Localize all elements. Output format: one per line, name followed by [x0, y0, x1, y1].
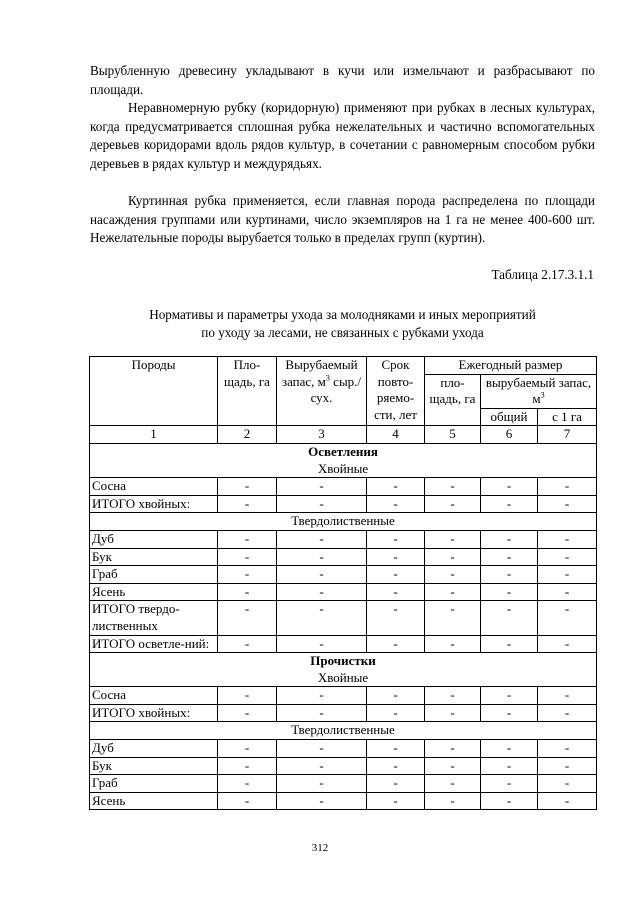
table-row	[90, 740, 597, 758]
species-cell: ИТОГО хвойных:	[90, 495, 218, 513]
value-cell: -	[538, 548, 597, 566]
value-cell: -	[277, 478, 367, 496]
value-cell: -	[481, 478, 538, 496]
col-num: 7	[538, 426, 597, 444]
species-cell: Бук	[90, 548, 218, 566]
value-cell: -	[481, 757, 538, 775]
value-cell: -	[481, 530, 538, 548]
value-cell: -	[538, 601, 597, 635]
header-total: общий	[481, 408, 538, 426]
species-cell: Дуб	[90, 740, 218, 758]
table-number: Таблица 2.17.3.1.1	[491, 267, 594, 282]
header-volume: Вырубаемый запас, $м^3$ сыр./сух.	[277, 357, 367, 426]
value-cell: -	[367, 566, 425, 584]
col-num: 2	[218, 426, 277, 444]
table-title-line-1: Нормативы и параметры ухода за молодняками и иных мероприятий	[149, 307, 536, 322]
value-cell: -	[218, 740, 277, 758]
value-cell: -	[218, 583, 277, 601]
value-cell: -	[367, 687, 425, 705]
table-row	[90, 478, 597, 496]
table-body	[90, 443, 597, 809]
paragraph-2: Неравномерную рубку (коридорную) применяют при рубках в лесных культурах, когда предусматривается сплошная рубка нежелательных и частично вспомогательных деревьев коридорами вдоль рядов культур, в сочетании с равномерным способом рубки деревьев в рядах культур и междурядьях.	[90, 100, 595, 171]
value-cell: -	[481, 601, 538, 635]
section-header-cell	[90, 653, 597, 687]
col-num: 6	[481, 426, 538, 444]
section-header-row	[90, 653, 597, 687]
value-cell: -	[367, 530, 425, 548]
table-row	[90, 635, 597, 653]
species-cell: Сосна	[90, 478, 218, 496]
table-row	[90, 792, 597, 810]
value-cell: -	[367, 757, 425, 775]
value-cell: -	[538, 757, 597, 775]
value-cell: -	[218, 757, 277, 775]
col-num: 1	[90, 426, 218, 444]
column-number-row	[90, 426, 597, 444]
value-cell: -	[277, 495, 367, 513]
section-title: Прочистки	[310, 653, 376, 669]
value-cell: -	[277, 530, 367, 548]
value-cell: -	[481, 775, 538, 793]
col-num: 4	[367, 426, 425, 444]
value-cell: -	[481, 583, 538, 601]
value-cell: -	[277, 601, 367, 635]
value-cell: -	[218, 601, 277, 635]
value-cell: -	[538, 635, 597, 653]
value-cell: -	[425, 495, 481, 513]
value-cell: -	[538, 687, 597, 705]
data-table	[89, 356, 597, 810]
value-cell: -	[538, 583, 597, 601]
value-cell: -	[277, 687, 367, 705]
table-row	[90, 583, 597, 601]
table-row	[90, 704, 597, 722]
value-cell: -	[367, 601, 425, 635]
value-cell: -	[481, 635, 538, 653]
species-cell: Граб	[90, 566, 218, 584]
table-row	[90, 495, 597, 513]
value-cell: -	[481, 687, 538, 705]
value-cell: -	[277, 757, 367, 775]
value-cell: -	[218, 495, 277, 513]
value-cell: -	[367, 792, 425, 810]
value-cell: -	[218, 635, 277, 653]
value-cell: -	[538, 792, 597, 810]
value-cell: -	[277, 740, 367, 758]
value-cell: -	[425, 792, 481, 810]
header-annual-area: пло-щадь, га	[425, 374, 481, 426]
section-header-row	[90, 722, 597, 740]
species-cell: Ясень	[90, 583, 218, 601]
paragraph-3: Куртинная рубка применяется, если главная порода распределена по площади насаждения группами или куртинами, число экземпляров на 1 га не менее 400-600 шт. Нежелательные породы вырубается только в пределах групп (куртин).	[90, 193, 595, 246]
table-row	[90, 530, 597, 548]
value-cell: -	[425, 530, 481, 548]
value-cell: -	[277, 792, 367, 810]
value-cell: -	[425, 601, 481, 635]
value-cell: -	[538, 530, 597, 548]
species-cell: Ясень	[90, 792, 218, 810]
table-row	[90, 548, 597, 566]
group-title: Хвойные	[317, 669, 369, 685]
value-cell: -	[218, 792, 277, 810]
value-cell: -	[218, 548, 277, 566]
value-cell: -	[367, 583, 425, 601]
value-cell: -	[425, 687, 481, 705]
value-cell: -	[218, 687, 277, 705]
value-cell: -	[218, 704, 277, 722]
value-cell: -	[277, 635, 367, 653]
table-row	[90, 757, 597, 775]
value-cell: -	[367, 495, 425, 513]
paragraph-1: Вырубленную древесину укладывают в кучи или измельчают и разбрасывают по площади.	[90, 63, 595, 97]
value-cell: -	[425, 704, 481, 722]
header-per-ha: с 1 га	[538, 408, 597, 426]
value-cell: -	[367, 478, 425, 496]
value-cell: -	[277, 566, 367, 584]
section-header-row	[90, 513, 597, 531]
value-cell: -	[481, 495, 538, 513]
header-species: Породы	[90, 357, 218, 426]
value-cell: -	[218, 775, 277, 793]
species-cell: Граб	[90, 775, 218, 793]
value-cell: -	[425, 635, 481, 653]
header-area: Пло-щадь, га	[218, 357, 277, 426]
value-cell: -	[425, 548, 481, 566]
table-row	[90, 601, 597, 635]
value-cell: -	[425, 740, 481, 758]
value-cell: -	[218, 478, 277, 496]
value-cell: -	[277, 583, 367, 601]
table-title	[90, 306, 595, 342]
header-annual-volume: вырубаемый запас, $м^3$	[481, 374, 597, 408]
header-annual: Ежегодный размер	[425, 357, 597, 375]
col-num: 5	[425, 426, 481, 444]
value-cell: -	[481, 566, 538, 584]
value-cell: -	[538, 704, 597, 722]
value-cell: -	[218, 566, 277, 584]
group-title: Твердолиственные	[291, 722, 395, 738]
group-title: Хвойные	[317, 460, 369, 476]
value-cell: -	[367, 740, 425, 758]
value-cell: -	[277, 548, 367, 566]
table-row	[90, 687, 597, 705]
value-cell: -	[367, 548, 425, 566]
value-cell: -	[425, 478, 481, 496]
col-num: 3	[277, 426, 367, 444]
value-cell: -	[425, 775, 481, 793]
section-title: Осветления	[308, 443, 378, 459]
value-cell: -	[218, 530, 277, 548]
species-cell: ИТОГО осветле-ний:	[90, 635, 218, 653]
header-period: Срок повто-ряемо-сти, лет	[367, 357, 425, 426]
value-cell: -	[538, 775, 597, 793]
section-header-cell	[90, 513, 597, 531]
value-cell: -	[367, 775, 425, 793]
value-cell: -	[367, 704, 425, 722]
value-cell: -	[425, 583, 481, 601]
value-cell: -	[481, 704, 538, 722]
value-cell: -	[277, 704, 367, 722]
page-number: 312	[311, 842, 329, 854]
table-row	[90, 775, 597, 793]
species-cell: Дуб	[90, 530, 218, 548]
value-cell: -	[538, 478, 597, 496]
value-cell: -	[367, 635, 425, 653]
value-cell: -	[481, 792, 538, 810]
group-title: Твердолиственные	[291, 513, 395, 529]
species-cell: ИТОГО твердо-лиственных	[90, 601, 218, 635]
value-cell: -	[481, 548, 538, 566]
value-cell: -	[425, 566, 481, 584]
value-cell: -	[538, 495, 597, 513]
section-header-row	[90, 443, 597, 477]
species-cell: Сосна	[90, 687, 218, 705]
value-cell: -	[538, 740, 597, 758]
section-header-cell	[90, 722, 597, 740]
table-row	[90, 566, 597, 584]
species-cell: Бук	[90, 757, 218, 775]
value-cell: -	[277, 775, 367, 793]
value-cell: -	[538, 566, 597, 584]
table-title-line-2: по уходу за лесами, не связанных с рубками ухода	[201, 325, 484, 340]
section-header-cell	[90, 443, 597, 477]
species-cell: ИТОГО хвойных:	[90, 704, 218, 722]
value-cell: -	[425, 757, 481, 775]
value-cell: -	[481, 740, 538, 758]
